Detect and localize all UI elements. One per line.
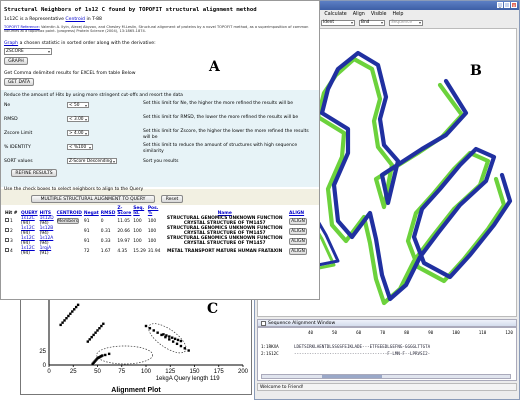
data-point (108, 353, 110, 355)
citation-link[interactable]: TOPOFIT Reference: (4, 25, 40, 29)
filter-label: RMSD (4, 117, 18, 122)
hit-link[interactable]: 1s12A (39, 236, 54, 241)
query-length: (94) (21, 231, 31, 236)
plot-annotation: 1ekgA Query length 119 (155, 376, 220, 382)
negat-cell: 72 (83, 248, 90, 254)
subtitle-suffix: in T-88 (86, 17, 102, 22)
zscore-cell: 19.97 (117, 238, 130, 244)
centroid-cell (56, 216, 83, 226)
identity-dropdown[interactable] (67, 144, 93, 150)
multiple-alignment-button[interactable]: MULTIPLE STRUCTURAL ALIGNMENT TO QUERY (31, 195, 155, 203)
pos-cell: 31.94 (147, 248, 161, 254)
x-tick-label: 150 (189, 369, 200, 375)
ne-value: < 50 (69, 102, 80, 108)
filter-label: Zscore Limit (4, 131, 33, 136)
ruler-tick: 100 (452, 330, 460, 335)
menu-visible[interactable]: Visible (370, 11, 387, 17)
x-tick-label: 100 (140, 369, 152, 375)
maximize-icon[interactable] (504, 2, 510, 8)
rmsd-cell: 0.31 (100, 228, 111, 234)
data-point (77, 304, 79, 306)
data-point (67, 315, 69, 317)
data-point (177, 339, 179, 341)
data-point (171, 337, 173, 339)
graph-link[interactable]: Graph (4, 41, 19, 46)
data-point (172, 340, 174, 342)
ident-dropdown-value: Ident (323, 20, 335, 25)
statistic-dropdown-value: ZSCORE (6, 49, 24, 54)
zscore-description: Set this limit for Zscore, the higher the lower the more refined the results will be (143, 129, 309, 140)
table-row (4, 216, 308, 226)
data-point (63, 319, 65, 321)
query-length: (94) (21, 241, 31, 246)
ruler-tick: 40 (308, 330, 314, 335)
hit-number: 1 (10, 219, 13, 224)
sequence-scrollbar[interactable] (261, 374, 511, 379)
rmsd-cell: 0.33 (100, 238, 111, 244)
col-header[interactable]: Name (217, 211, 232, 216)
align-cell (288, 246, 308, 256)
query-cell (20, 246, 39, 256)
data-point (73, 308, 75, 310)
data-point (180, 345, 182, 347)
bnd-dropdown[interactable] (359, 20, 385, 26)
data-point (98, 327, 100, 329)
filter-label: SORT values (4, 159, 33, 164)
data-point (149, 327, 151, 329)
query-link[interactable]: 1s12C (21, 246, 35, 251)
data-point (184, 347, 186, 349)
page-subtitle (4, 17, 102, 23)
pos-cell: 100 (147, 228, 157, 234)
sort-value: Z-Score Descending (69, 158, 113, 164)
data-point (65, 317, 67, 319)
align-button[interactable]: ALIGN (289, 238, 307, 245)
sequence-window-header[interactable] (257, 319, 517, 327)
query-length: (94) (21, 221, 31, 226)
pos-cell: 100 (147, 238, 157, 244)
data-point (187, 349, 189, 351)
reduce-text: Reduce the amount of Hits by using more stringent cut-offs and resort the data (4, 93, 183, 98)
negat-cell: 91 (83, 218, 90, 224)
data-point (59, 324, 61, 326)
graph-button[interactable]: GRAPH (4, 57, 28, 65)
query-length: (94) (21, 251, 31, 256)
data-point (89, 338, 91, 340)
centroid-cell (56, 226, 83, 236)
citation (4, 25, 314, 34)
centroid-cell (56, 236, 83, 246)
hit-id-cell (39, 246, 56, 256)
row-checkbox[interactable] (5, 228, 9, 232)
hit-number: 4 (10, 249, 13, 254)
row-checkbox[interactable] (5, 248, 9, 252)
get-data-button[interactable]: GET DATA (4, 78, 34, 86)
zscore-dropdown[interactable] (67, 130, 89, 136)
data-point (90, 336, 92, 338)
data-point (156, 331, 158, 333)
zscore-cell: 11.05 (117, 218, 130, 224)
ruler-tick: 90 (428, 330, 434, 335)
table-row (4, 246, 308, 256)
col-header[interactable]: Z-Score (117, 206, 132, 216)
data-point (94, 331, 96, 333)
data-point (69, 313, 71, 315)
hit-length: (94) (39, 221, 49, 226)
scrollbar-thumb[interactable] (322, 375, 382, 378)
name-cell: STRUCTURAL GENOMICS UNKNOWN FUNCTION CRYSTAL STRUCTURE OF TM1457 (166, 226, 283, 236)
x-tick-label: 50 (94, 369, 101, 375)
col-header[interactable]: Seq. Id. (133, 206, 145, 216)
bnd-dropdown-value: Bnd (361, 20, 370, 25)
centroid-link[interactable]: Centroid (65, 17, 85, 22)
pos-cell: 100 (147, 218, 157, 224)
x-tick-label: 125 (165, 369, 176, 375)
filter-label: % IDENTITY (4, 145, 31, 150)
hit-number: 2 (10, 229, 13, 234)
data-point (100, 325, 102, 327)
zscore-cell: 4.35 (117, 248, 128, 254)
y-tick-label: 25 (39, 349, 46, 356)
graph-text: a chosen statistic in sorted order along with the derivative: (19, 41, 156, 46)
query-cell (20, 216, 39, 226)
results-table (4, 206, 308, 256)
sequence-line: -------------------------------------F-LMN-F--LPRVSI2- (294, 351, 431, 356)
reset-button[interactable]: Reset (161, 195, 183, 203)
sort-dropdown[interactable] (67, 158, 117, 164)
ne-dropdown[interactable] (67, 102, 89, 108)
panel-label-c: C (207, 301, 219, 317)
hit-cell (4, 246, 20, 256)
data-point (162, 333, 164, 335)
table-row (4, 236, 308, 246)
subtitle-prefix: 1s12C is a Representative (4, 17, 64, 22)
data-point (168, 338, 170, 340)
name-cell: STRUCTURAL GENOMICS UNKNOWN FUNCTION CRYSTAL STRUCTURE OF TM1457 (166, 216, 283, 226)
refine-results-button[interactable]: REFINE RESULTS (11, 169, 57, 177)
ruler-tick: 60 (356, 330, 362, 335)
col-header[interactable]: CENTROID (56, 211, 82, 216)
zscore-value: > 4.00 (69, 130, 84, 136)
identity-value: < %100 (69, 144, 87, 150)
ne-description: Set this limit for Ne, the higher the more refined the results will be (143, 101, 294, 106)
statistic-dropdown[interactable] (4, 48, 52, 55)
sequence-window-title: Sequence Alignment Window (268, 320, 336, 326)
check-instruction: Use the check boxes to select neighbors to align to the Query (4, 187, 144, 192)
x-tick-label: 200 (237, 369, 249, 375)
seq-id-cell: 100 (133, 228, 142, 234)
query-cell (20, 226, 39, 236)
hit-link[interactable]: 1s12D (39, 216, 54, 221)
rmsd-cell: 1.67 (100, 248, 111, 254)
query-cell (20, 236, 39, 246)
hit-length: (94) (39, 241, 49, 246)
centroid-cell (56, 246, 83, 256)
graph-instruction (4, 41, 156, 47)
data-point (87, 340, 89, 342)
x-axis-label: Alignment Plot (111, 387, 161, 394)
align-button[interactable]: ALIGN (289, 228, 307, 235)
query-link[interactable]: 1s12C (21, 236, 35, 241)
filter-label: Ne (4, 103, 11, 108)
align-cell (288, 236, 308, 246)
menu-align[interactable]: Align (352, 11, 365, 17)
col-header[interactable]: Pos. % (147, 206, 159, 216)
hit-link[interactable]: 1s12B (39, 226, 54, 231)
negat-cell: 91 (83, 228, 90, 234)
sequence-label: 1:1RKXA (261, 344, 279, 349)
panel-label-b: B (470, 63, 482, 79)
members-button[interactable]: Members (57, 218, 79, 224)
hit-cell (4, 236, 20, 246)
rmsd-cell: 0 (100, 218, 104, 224)
query-link[interactable]: 1s12C (21, 216, 35, 221)
menu-calculate[interactable]: Calculate (324, 11, 347, 17)
data-point (168, 335, 170, 337)
col-header[interactable]: QUERY (21, 211, 38, 216)
results-page (0, 0, 320, 300)
seq-id-cell: 15.29 (133, 248, 146, 254)
rmsd-dropdown[interactable] (67, 116, 89, 122)
negat-cell: 91 (83, 238, 90, 244)
align-cell (288, 226, 308, 236)
status-bar: Welcome to Friend! (257, 383, 517, 391)
name-cell: METAL TRANSPORT MATURE HUMAN FRATAXIN (167, 248, 283, 254)
hit-number: 3 (10, 239, 13, 244)
sequence-line: LDETSIRKLAENTDLSSGSFEIKLADE---ETFEEEDLGEFNG-GGGGLTTGTA (294, 344, 431, 349)
sequence-dropdown[interactable] (389, 20, 423, 26)
data-point (71, 310, 73, 312)
data-point (176, 343, 178, 345)
data-point (101, 354, 103, 356)
data-point (61, 321, 63, 323)
align-button[interactable]: ALIGN (289, 248, 307, 255)
data-point (92, 334, 94, 336)
data-point (104, 354, 106, 356)
hit-cell (4, 226, 20, 236)
ruler-tick: 80 (404, 330, 410, 335)
page-title: Structural Neighbors of 1s12 C found by TOPOFIT structural alignment method (4, 7, 257, 13)
ruler-tick: 50 (332, 330, 338, 335)
x-tick-label: 25 (69, 369, 77, 375)
col-header[interactable]: ALIGN (289, 211, 305, 216)
row-checkbox[interactable] (5, 218, 9, 222)
row-checkbox[interactable] (5, 238, 9, 242)
rmsd-description: Set this limit for RMSD, the lower the more refined the results will be (143, 115, 299, 120)
data-point (180, 340, 182, 342)
ruler-tick: 110 (478, 330, 487, 335)
align-cell (288, 216, 308, 226)
data-point (96, 329, 98, 331)
minimize-icon[interactable]: _ (499, 2, 501, 8)
col-header: Hit # (5, 211, 18, 216)
identity-description: Set this limit to reduce the amount of structures with high sequence similarity (143, 143, 298, 154)
hit-length: (94) (39, 231, 49, 236)
col-header[interactable]: HITS (39, 211, 52, 216)
table-row (4, 226, 308, 236)
name-cell: STRUCTURAL GENOMICS UNKNOWN FUNCTION CRYSTAL STRUCTURE OF TM1457 (166, 236, 283, 246)
sequence-label: 2:1S12C (261, 351, 279, 356)
align-button[interactable]: ALIGN (289, 218, 307, 225)
col-header[interactable]: RMSD (100, 211, 116, 216)
ruler-tick: 120 (505, 330, 513, 335)
data-point (145, 325, 147, 327)
sort-description: Sort you results (143, 159, 179, 164)
hit-cell (4, 216, 20, 226)
ident-dropdown[interactable] (321, 20, 355, 26)
panel-label-a: A (209, 59, 220, 75)
ruler-tick: 70 (380, 330, 386, 335)
get-data-text: Get Comma delimited results for EXCEL from table Below (4, 71, 136, 76)
sequence-window-checkbox[interactable] (261, 321, 266, 326)
hit-id-cell (39, 236, 56, 246)
hit-id-cell (39, 216, 56, 226)
col-header[interactable]: Negat (83, 211, 99, 216)
menu-help[interactable]: Help (392, 11, 404, 17)
sequence-dropdown-value: Sequence (391, 20, 413, 25)
x-tick-label: 175 (213, 369, 224, 375)
hit-id-cell (39, 226, 56, 236)
data-point (102, 323, 104, 325)
citation-text: Valentin A. Ilyin, Alexej Abyzov, and Chesley M.Leslin, Structural alignment of proteins by a novel TOPOFIT method, as a superimposition of common volumes at a topomax point. (progress) Protein Science (2004), 13:1865-1874. (4, 25, 309, 34)
data-point (153, 329, 155, 331)
data-point (174, 338, 176, 340)
data-point (75, 306, 77, 308)
sequence-alignment-panel[interactable] (257, 327, 517, 381)
query-link[interactable]: 1s12C (21, 226, 35, 231)
seq-id-cell: 100 (133, 218, 142, 224)
hit-length: (91) (39, 251, 49, 256)
zscore-cell: 20.66 (117, 228, 130, 234)
seq-id-cell: 100 (133, 238, 142, 244)
sequence-ruler (308, 330, 513, 335)
x-tick-label: 0 (47, 369, 51, 375)
data-point (165, 334, 167, 336)
close-icon[interactable]: × (512, 2, 516, 8)
table-header-row (4, 206, 308, 216)
rmsd-value: < 3.00 (69, 116, 84, 122)
hit-link[interactable]: 1rqjA (39, 246, 52, 251)
y-tick-label: 0 (42, 363, 46, 369)
x-tick-label: 75 (118, 369, 126, 375)
